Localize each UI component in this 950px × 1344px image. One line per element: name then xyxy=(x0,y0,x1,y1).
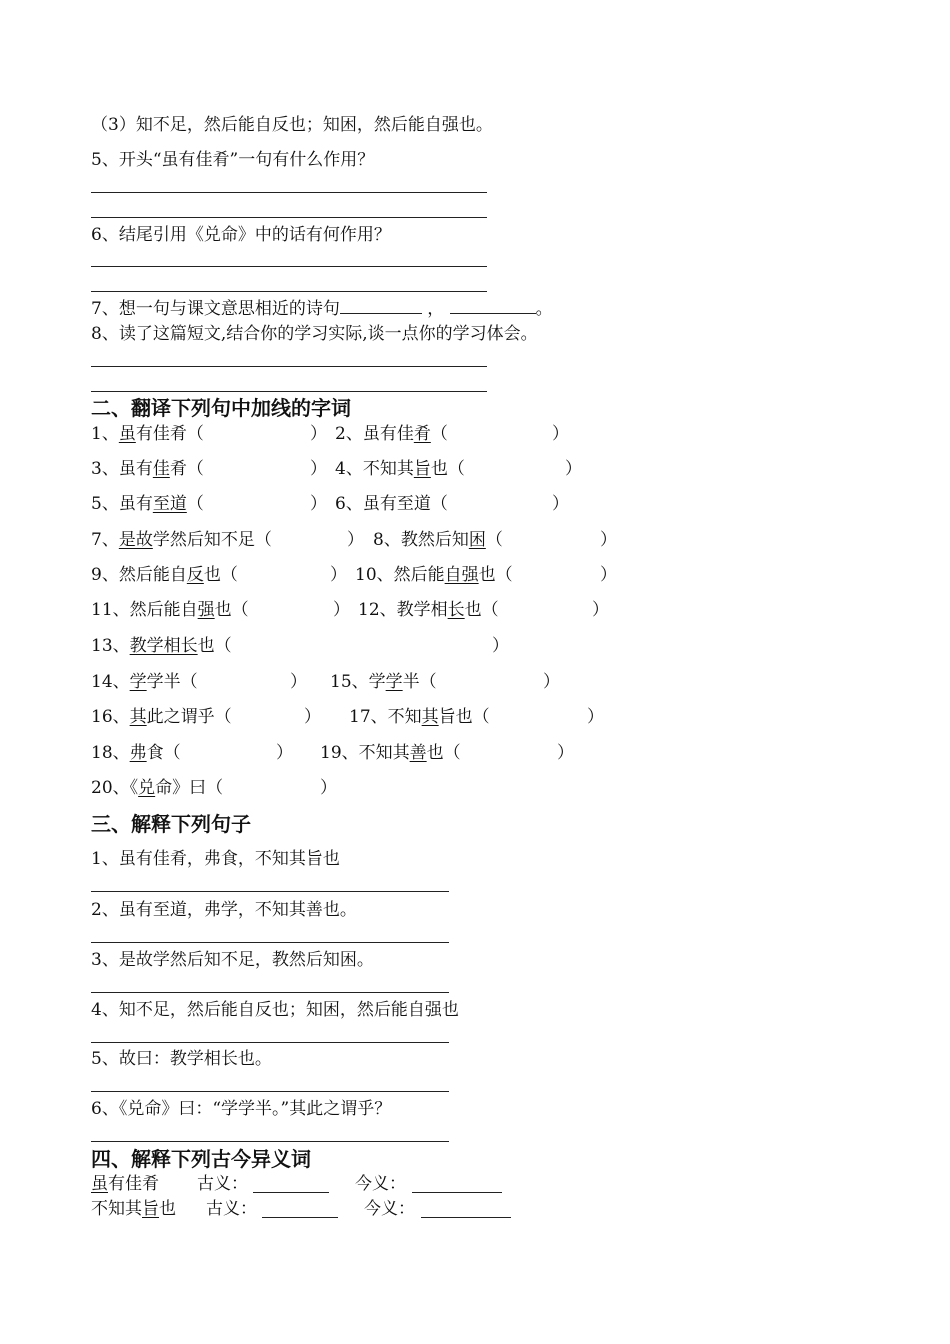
answer-line[interactable] xyxy=(91,891,449,892)
answer-paren-close: ） xyxy=(565,459,582,479)
item-text: 19、不知其 xyxy=(320,743,410,763)
question-3: （3）知不足，然后能自反也；知困，然后能自强也。 xyxy=(91,115,493,135)
answer-slot[interactable] xyxy=(253,600,323,620)
translation-item xyxy=(91,636,232,656)
sentence-item: 5、故曰：教学相长也。 xyxy=(91,1049,272,1069)
translation-item xyxy=(373,530,503,550)
answer-slot[interactable] xyxy=(520,565,590,585)
translation-item xyxy=(355,565,513,585)
answer-line[interactable] xyxy=(91,1141,449,1142)
item-text: 14、 xyxy=(91,672,130,692)
answer-paren-close: ） xyxy=(600,565,617,585)
answer-paren-close: ） xyxy=(310,494,327,514)
item-text: 也（ xyxy=(214,600,249,620)
comma: ， xyxy=(427,299,445,319)
item-text: 17、不知 xyxy=(349,707,422,727)
translation-item xyxy=(91,672,198,692)
item-text: 4、不知其 xyxy=(335,459,414,479)
answer-paren-close: ） xyxy=(333,600,350,620)
sentence-item: 1、虽有佳肴，弗食，不知其旨也 xyxy=(91,849,340,869)
question-7 xyxy=(91,299,553,319)
answer-line[interactable] xyxy=(91,217,487,218)
item-text: 也（ xyxy=(203,565,238,585)
item-text: 此之谓乎（ xyxy=(146,707,232,727)
item-text: （ xyxy=(430,424,448,444)
item-text: 7、 xyxy=(91,530,119,550)
translation-item xyxy=(91,600,249,620)
blank-field[interactable] xyxy=(253,1192,329,1193)
item-text: 也（ xyxy=(426,743,461,763)
answer-slot[interactable] xyxy=(512,600,582,620)
blank-field[interactable] xyxy=(262,1217,338,1218)
answer-slot[interactable] xyxy=(507,707,577,727)
translation-item xyxy=(91,530,272,550)
item-text: 旨也（ xyxy=(438,707,490,727)
item-text: 肴（ xyxy=(169,459,204,479)
item-text: （ xyxy=(485,530,503,550)
item-text: 不知其 xyxy=(91,1199,142,1219)
answer-slot[interactable] xyxy=(210,672,280,692)
translation-item xyxy=(91,778,223,798)
underlined-word: 旨 xyxy=(413,459,431,479)
question-8: 8、读了这篇短文,结合你的学习实际,谈一点你的学习体会。 xyxy=(91,324,538,344)
sentence-item: 3、是故学然后知不足，教然后知困。 xyxy=(91,950,374,970)
answer-line[interactable] xyxy=(91,942,449,943)
sentence-item: 6、《兑命》曰：“学学半。”其此之谓乎？ xyxy=(91,1099,392,1119)
item-text: 13、 xyxy=(91,636,130,656)
answer-paren-close: ） xyxy=(543,672,560,692)
period: 。 xyxy=(535,299,553,319)
answer-slot[interactable] xyxy=(472,424,542,444)
item-text: （ xyxy=(186,494,204,514)
translation-item xyxy=(91,494,204,514)
answer-line[interactable] xyxy=(91,266,487,267)
blank-field[interactable] xyxy=(450,299,536,314)
answer-slot[interactable] xyxy=(472,494,542,514)
item-text: 有佳肴 xyxy=(108,1174,159,1194)
answer-paren-close: ） xyxy=(310,424,327,444)
answer-slot[interactable] xyxy=(240,778,310,798)
modern-meaning-label: 今义： xyxy=(355,1174,406,1194)
item-text: 9、然后能自 xyxy=(91,565,187,585)
underlined-word: 长 xyxy=(447,600,465,620)
underlined-word: 弗 xyxy=(129,743,147,763)
blank-field[interactable] xyxy=(340,299,422,314)
translation-item xyxy=(91,707,232,727)
underlined-word: 兑 xyxy=(138,778,156,798)
underlined-word: 虽 xyxy=(91,1174,108,1194)
answer-paren-close: ） xyxy=(276,743,293,763)
answer-paren-close: ） xyxy=(600,530,617,550)
item-text: 8、教然后知 xyxy=(373,530,469,550)
translation-item xyxy=(320,743,461,763)
translation-item xyxy=(91,459,204,479)
modern-meaning-label: 今义： xyxy=(364,1199,415,1219)
translation-item xyxy=(358,600,499,620)
item-text: 15、学 xyxy=(330,672,386,692)
underlined-word: 学 xyxy=(385,672,403,692)
underlined-word: 旨 xyxy=(142,1199,159,1219)
answer-line[interactable] xyxy=(91,1091,449,1092)
underlined-word: 强 xyxy=(197,600,215,620)
underlined-word: 反 xyxy=(186,565,204,585)
answer-slot[interactable] xyxy=(477,743,547,763)
underlined-word: 教学相长 xyxy=(129,636,198,656)
answer-slot[interactable] xyxy=(230,424,300,444)
item-text: 半（ xyxy=(402,672,437,692)
section-2-title: 二、翻译下列句中加线的字词 xyxy=(91,396,351,420)
item-text: 食（ xyxy=(146,743,181,763)
answer-slot[interactable] xyxy=(250,565,320,585)
item-text: 也 xyxy=(159,1199,176,1219)
item-text: 5、虽有 xyxy=(91,494,153,514)
underlined-word: 其 xyxy=(129,707,147,727)
answer-line[interactable] xyxy=(91,1042,449,1043)
blank-field[interactable] xyxy=(421,1217,511,1218)
underlined-word: 自强 xyxy=(444,565,479,585)
answer-slot[interactable] xyxy=(463,672,533,692)
answer-paren-close: ） xyxy=(320,778,337,798)
underlined-word: 困 xyxy=(468,530,486,550)
answer-paren-close: ） xyxy=(304,707,321,727)
item-text: 也（ xyxy=(430,459,465,479)
answer-paren-close: ） xyxy=(492,636,509,656)
answer-line[interactable] xyxy=(91,291,487,292)
question-6: 6、结尾引用《兑命》中的话有何作用？ xyxy=(91,225,391,245)
answer-paren-close: ） xyxy=(347,530,364,550)
answer-paren-close: ） xyxy=(552,424,569,444)
answer-slot[interactable] xyxy=(230,459,300,479)
answer-line[interactable] xyxy=(91,192,487,193)
item-text: 学半（ xyxy=(146,672,198,692)
ancient-meaning-label: 古义： xyxy=(206,1199,257,1219)
ancient-meaning-label: 古义： xyxy=(197,1174,248,1194)
answer-paren-close: ） xyxy=(557,743,574,763)
answer-slot[interactable] xyxy=(485,459,555,479)
question-5: 5、开头“虽有佳肴”一句有什么作用？ xyxy=(91,150,375,170)
answer-paren-close: ） xyxy=(310,459,327,479)
answer-line[interactable] xyxy=(91,992,449,993)
item-text: 学然后知不足（ xyxy=(152,530,272,550)
sentence-item: 4、知不足，然后能自反也；知困，然后能自强也 xyxy=(91,1000,459,1020)
translation-item xyxy=(330,672,437,692)
translation-item xyxy=(335,424,448,444)
answer-slot[interactable] xyxy=(412,636,482,656)
underlined-word: 善 xyxy=(409,743,427,763)
answer-line[interactable] xyxy=(91,366,487,367)
section-4-title: 四、解释下列古今异义词 xyxy=(91,1147,311,1171)
word-item xyxy=(91,1199,176,1219)
answer-slot[interactable] xyxy=(196,743,266,763)
item-text: 也（ xyxy=(478,565,513,585)
translation-item xyxy=(349,707,490,727)
underlined-word: 是故 xyxy=(118,530,153,550)
answer-line[interactable] xyxy=(91,391,487,392)
translation-item xyxy=(91,565,238,585)
word-item xyxy=(91,1174,159,1194)
underlined-word: 肴 xyxy=(413,424,431,444)
item-text: 6、虽有至道（ xyxy=(335,494,448,514)
translation-item xyxy=(91,424,204,444)
answer-paren-close: ） xyxy=(587,707,604,727)
answer-paren-close: ） xyxy=(552,494,569,514)
item-text: 12、教学相 xyxy=(358,600,448,620)
blank-field[interactable] xyxy=(412,1192,502,1193)
section-3-title: 三、解释下列句子 xyxy=(91,812,251,836)
underlined-word: 学 xyxy=(129,672,147,692)
sentence-item: 2、虽有至道，弗学，不知其善也。 xyxy=(91,900,357,920)
item-text: 有佳肴（ xyxy=(135,424,204,444)
item-text: 3、虽有 xyxy=(91,459,153,479)
answer-slot[interactable] xyxy=(230,494,300,514)
item-text: 11、然后能自 xyxy=(91,600,198,620)
item-text: 也（ xyxy=(197,636,232,656)
translation-item xyxy=(91,743,181,763)
item-text: 18、 xyxy=(91,743,130,763)
item-text: 20、《 xyxy=(91,778,139,798)
answer-paren-close: ） xyxy=(290,672,307,692)
item-text: 16、 xyxy=(91,707,130,727)
question-7-text: 7、想一句与课文意思相近的诗句 xyxy=(91,299,340,319)
item-text: 1、 xyxy=(91,424,119,444)
answer-slot[interactable] xyxy=(224,707,294,727)
translation-item xyxy=(335,459,465,479)
underlined-word: 至道 xyxy=(152,494,187,514)
answer-slot[interactable] xyxy=(267,530,337,550)
answer-slot[interactable] xyxy=(520,530,590,550)
answer-paren-close: ） xyxy=(592,600,609,620)
item-text: 也（ xyxy=(464,600,499,620)
item-text: 10、然后能 xyxy=(355,565,445,585)
underlined-word: 其 xyxy=(421,707,439,727)
item-text: 命》曰（ xyxy=(155,778,224,798)
translation-item xyxy=(335,494,448,514)
item-text: 2、虽有佳 xyxy=(335,424,414,444)
underlined-word: 虽 xyxy=(118,424,136,444)
underlined-word: 佳 xyxy=(152,459,170,479)
answer-paren-close: ） xyxy=(330,565,347,585)
